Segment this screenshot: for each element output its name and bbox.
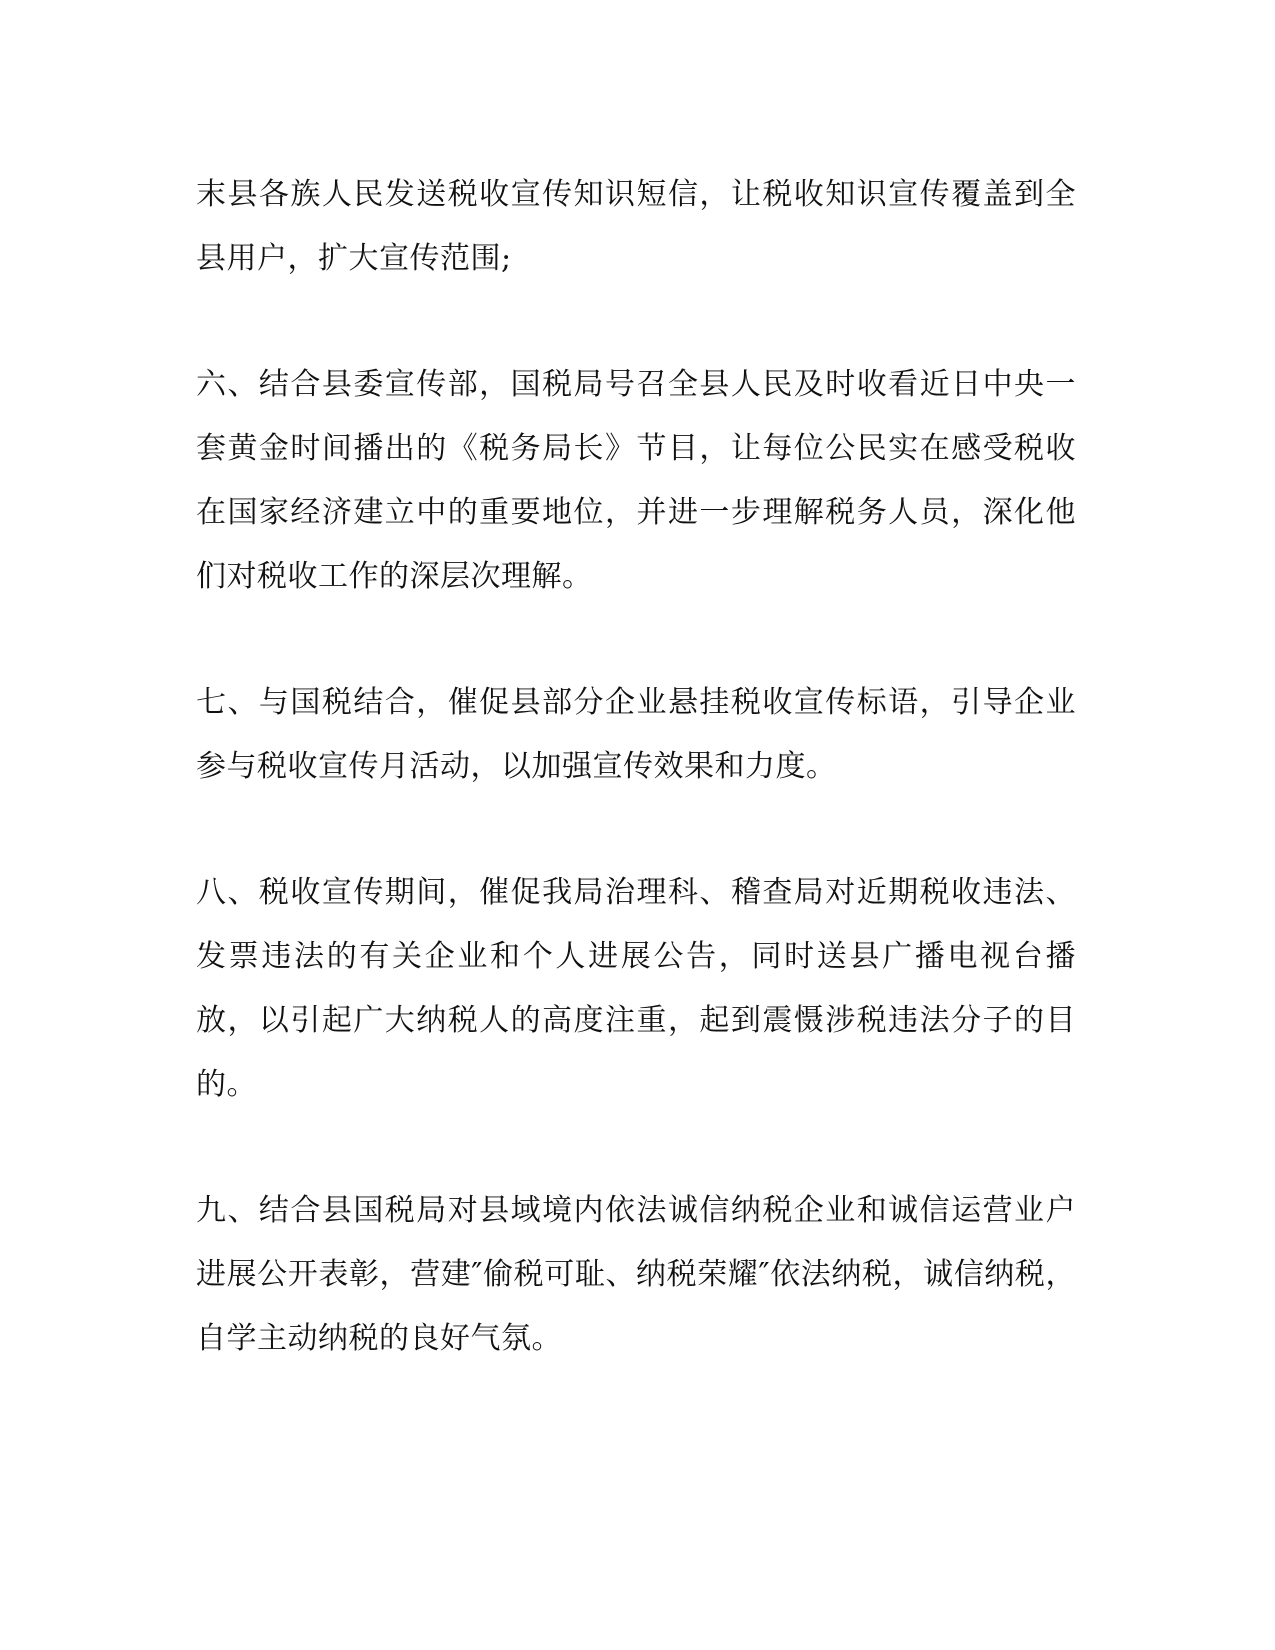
paragraph-item-9: 九、结合县国税局对县域境内依法诚信纳税企业和诚信运营业户进展公开表彰，营建″偷税可耻、纳税荣耀″依法纳税，诚信纳税，自学主动纳税的良好气氛。 (196, 1193, 1076, 1356)
paragraph-item-8: 八、税收宣传期间，催促我局治理科、稽查局对近期税收违法、发票违法的有关企业和个人进展公告，同时送县广播电视台播放，以引起广大纳税人的高度注重，起到震慑涉税违法分子的目的。 (196, 875, 1076, 1102)
paragraph-item-6: 六、结合县委宣传部，国税局号召全县人民及时收看近日中央一套黄金时间播出的《税务局长》节目，让每位公民实在感受税收在国家经济建立中的重要地位，并进一步理解税务人员，深化他们对税收工作的深层次理解。 (196, 367, 1076, 594)
paragraph-item-7: 七、与国税结合，催促县部分企业悬挂税收宣传标语，引导企业参与税收宣传月活动，以加强宣传效果和力度。 (196, 685, 1076, 784)
document-body (196, 163, 1076, 1433)
paragraph-continuation: 末县各族人民发送税收宣传知识短信，让税收知识宣传覆盖到全县用户，扩大宣传范围; (196, 177, 1076, 276)
